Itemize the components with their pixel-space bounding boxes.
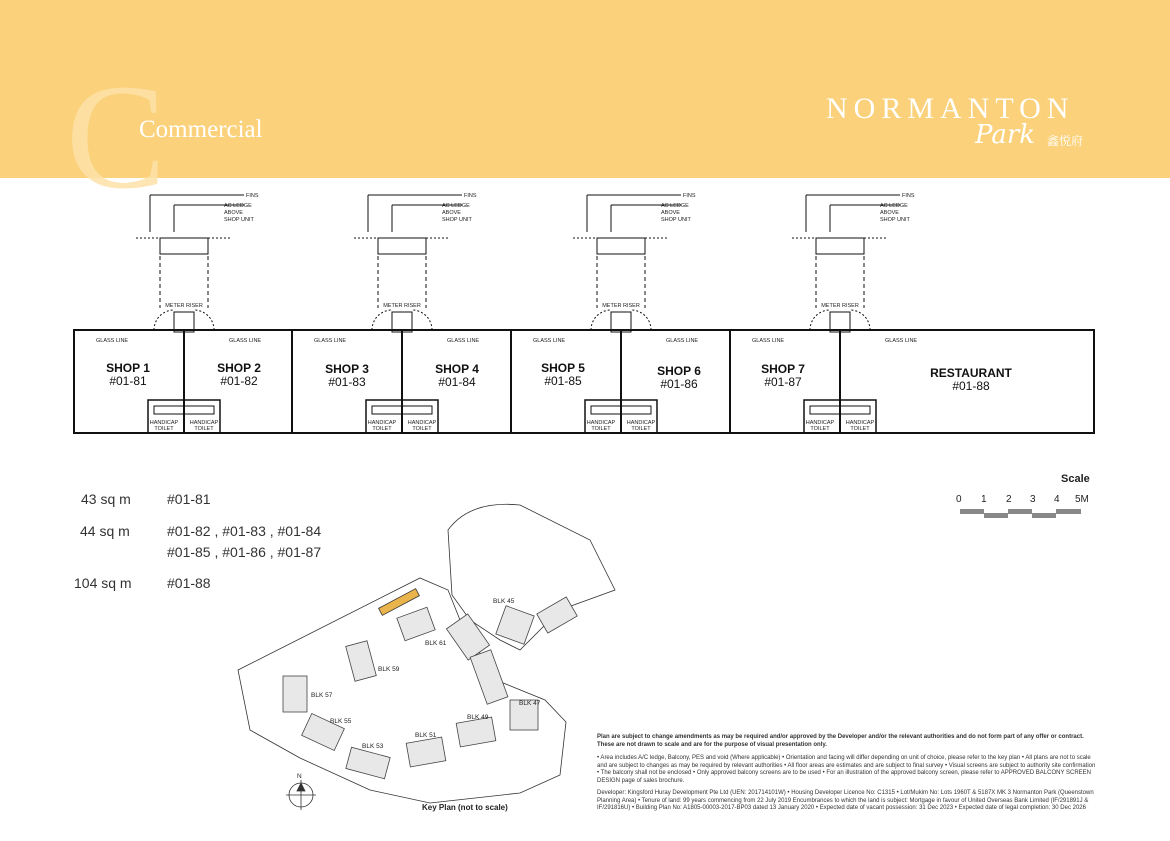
- scale-title: Scale: [1061, 473, 1090, 485]
- ac-ledge-label: ABOVE: [661, 210, 680, 216]
- disclaimer-notes: • Area includes A/C ledge, Balcony, PES and void (Where applicable) • Orientation and facing will differ depending on unit of choice, please refer to the key plan • All plans are not to scale and are subject to changes as may be required by relevant authorities • All floor areas are estimates and are subject to final survey • Visual screens are subject to authority site confirmation • The balcony shall not be enclosed • Only approved balcony screens are to be used • For an illustration of the approved balcony screen, please refer to APPROVED BALCONY SCREEN DESIGN page of sales brochure.: [597, 755, 1096, 784]
- shop-number: #01-85: [544, 374, 582, 388]
- handicap-toilet-label: TOILET: [194, 426, 214, 432]
- commercial-block-highlight: [379, 589, 420, 616]
- ac-ledge-label: SHOP UNIT: [880, 217, 910, 223]
- shop-name: SHOP 2: [217, 361, 261, 375]
- ac-ledge: [597, 238, 645, 254]
- shop-name: SHOP 6: [657, 364, 701, 378]
- ac-ledge-label: SHOP UNIT: [224, 217, 254, 223]
- area-units-44-line2: #01-85 , #01-86 , #01-87: [167, 544, 322, 560]
- shop-name: SHOP 3: [325, 362, 369, 376]
- brand-logo-sub: Park: [975, 120, 1036, 150]
- category-title: Commercial: [139, 116, 263, 143]
- scale-tick: 1: [981, 494, 987, 505]
- blk-53-shape: [346, 747, 390, 779]
- door-swing: [850, 310, 870, 330]
- scale-tick: 4: [1054, 494, 1060, 505]
- area-size-44: 44 sq m: [80, 523, 130, 539]
- ac-ledge-label: SHOP UNIT: [661, 217, 691, 223]
- ac-ledge-label: AC LEDGE: [442, 203, 470, 209]
- ac-ledge-label: AC LEDGE: [224, 203, 252, 209]
- area-units-104: #01-88: [167, 575, 211, 591]
- door-swing: [194, 310, 214, 330]
- disclaimer-main: Plan are subject to change amendments as may be required and/or approved by the Developer and/or the relevant authorities and do not form part of any offer or contract. These are not drawn to scale and are for the purpose of visual presentation only.: [597, 734, 1084, 748]
- door-swing: [154, 310, 174, 330]
- blk-49-shape: [456, 717, 496, 747]
- door-swing: [631, 310, 651, 330]
- glass-line-label: GLASS LINE: [885, 338, 918, 344]
- shop-number: #01-83: [328, 375, 366, 389]
- door-swing: [372, 310, 392, 330]
- scale-tick: 3: [1030, 494, 1036, 505]
- handicap-toilet-label: HANDICAP: [189, 420, 219, 426]
- area-units-44-line1: #01-82 , #01-83 , #01-84: [167, 523, 322, 539]
- ac-ledge-label: AC LEDGE: [661, 203, 689, 209]
- disclaimer-developer: Developer: Kingsford Huray Development Pte Ltd (UEN: 201714101W) • Housing Developer Licence No: C1315 • Lot/Mukim No: Lots 1960T & 5187X MK 3 Normanton Park (Queenstown Planning Area) • Tenure of land: 99 years commencing from 22 July 2019 Encumbrances to which the land is subject: Mortgage in favour of United Overseas Bank Limited (IF/291891J & IF/291816U) • Building Plan No: A1805-00003-2017-BP03 dated 13 January 2020 • Expected date of vacant possession: 31 Dec 2023 • Expected date of legal completion: 30 Dec 2026: [597, 790, 1094, 811]
- scale-tick: 5M: [1075, 494, 1089, 505]
- door-swing: [591, 310, 611, 330]
- fins-label: FINS: [683, 193, 696, 199]
- handicap-toilet-label: TOILET: [372, 426, 392, 432]
- shop-name: RESTAURANT: [930, 366, 1012, 380]
- glass-line-label: GLASS LINE: [96, 338, 129, 344]
- north-label: N: [297, 773, 302, 780]
- ac-ledge-label: ABOVE: [880, 210, 899, 216]
- handicap-toilet-label: TOILET: [154, 426, 174, 432]
- shop-number: #01-84: [438, 375, 476, 389]
- fins-label: FINS: [464, 193, 477, 199]
- shop-name: SHOP 1: [106, 361, 150, 375]
- meter-riser-label: METER RISER: [383, 303, 421, 309]
- meter-riser-label: METER RISER: [165, 303, 203, 309]
- blk-57-shape: [283, 676, 307, 712]
- key-plan-title: Key Plan (not to scale): [422, 803, 508, 812]
- handicap-toilet-label: TOILET: [810, 426, 830, 432]
- blk-61-shape: [397, 607, 435, 640]
- block-label: BLK 49: [467, 714, 489, 721]
- brand-logo-chinese: 鑫悦府: [1047, 134, 1084, 148]
- glass-line-label: GLASS LINE: [666, 338, 699, 344]
- scale-tick: 0: [956, 494, 962, 505]
- glass-line-label: GLASS LINE: [447, 338, 480, 344]
- shop-number: #01-82: [220, 374, 258, 388]
- blk-51-shape: [406, 737, 446, 767]
- ac-ledge-label: AC LEDGE: [880, 203, 908, 209]
- shop-name: SHOP 5: [541, 361, 585, 375]
- carpark-2: [470, 650, 508, 705]
- block-label: BLK 53: [362, 743, 384, 750]
- ac-ledge-label: ABOVE: [224, 210, 243, 216]
- area-units-43: #01-81: [167, 491, 211, 507]
- handicap-toilet-label: TOILET: [412, 426, 432, 432]
- meter-riser-label: METER RISER: [602, 303, 640, 309]
- handicap-toilet-label: HANDICAP: [407, 420, 437, 426]
- shop-number: #01-88: [952, 379, 990, 393]
- handicap-toilet-label: HANDICAP: [626, 420, 656, 426]
- meter-riser-label: METER RISER: [821, 303, 859, 309]
- ac-ledge: [816, 238, 864, 254]
- block-label: BLK 61: [425, 640, 447, 647]
- handicap-toilet-label: HANDICAP: [367, 420, 397, 426]
- door-swing: [412, 310, 432, 330]
- brand-logo-name: NORMANTON: [826, 92, 1075, 125]
- handicap-toilet-label: HANDICAP: [586, 420, 616, 426]
- handicap-toilet-label: HANDICAP: [845, 420, 875, 426]
- shop-number: #01-81: [109, 374, 147, 388]
- shop-name: SHOP 4: [435, 362, 479, 376]
- ac-ledge-label: SHOP UNIT: [442, 217, 472, 223]
- shop-name: SHOP 7: [761, 362, 805, 376]
- block-label: BLK 51: [415, 732, 437, 739]
- block-label: BLK 55: [330, 718, 352, 725]
- glass-line-label: GLASS LINE: [533, 338, 566, 344]
- shop-number: #01-87: [764, 375, 802, 389]
- blk-45-shape: [496, 606, 534, 644]
- handicap-toilet-label: HANDICAP: [805, 420, 835, 426]
- block-label: BLK 59: [378, 666, 400, 673]
- block-label: BLK 47: [519, 700, 541, 707]
- ac-ledge: [160, 238, 208, 254]
- fins-label: FINS: [902, 193, 915, 199]
- glass-line-label: GLASS LINE: [314, 338, 347, 344]
- area-size-43: 43 sq m: [81, 491, 131, 507]
- ac-ledge: [378, 238, 426, 254]
- scale-tick: 2: [1006, 494, 1012, 505]
- area-size-104: 104 sq m: [74, 575, 132, 591]
- shop-number: #01-86: [660, 377, 698, 391]
- blk-59-shape: [346, 641, 377, 681]
- door-swing: [810, 310, 830, 330]
- handicap-toilet-label: TOILET: [591, 426, 611, 432]
- fins-label: FINS: [246, 193, 259, 199]
- handicap-toilet-label: HANDICAP: [149, 420, 179, 426]
- glass-line-label: GLASS LINE: [752, 338, 785, 344]
- block-label: BLK 57: [311, 692, 333, 699]
- block-label: BLK 45: [493, 598, 515, 605]
- ac-ledge-label: ABOVE: [442, 210, 461, 216]
- glass-line-label: GLASS LINE: [229, 338, 262, 344]
- handicap-toilet-label: TOILET: [850, 426, 870, 432]
- handicap-toilet-label: TOILET: [631, 426, 651, 432]
- category-letter: C: [66, 54, 167, 220]
